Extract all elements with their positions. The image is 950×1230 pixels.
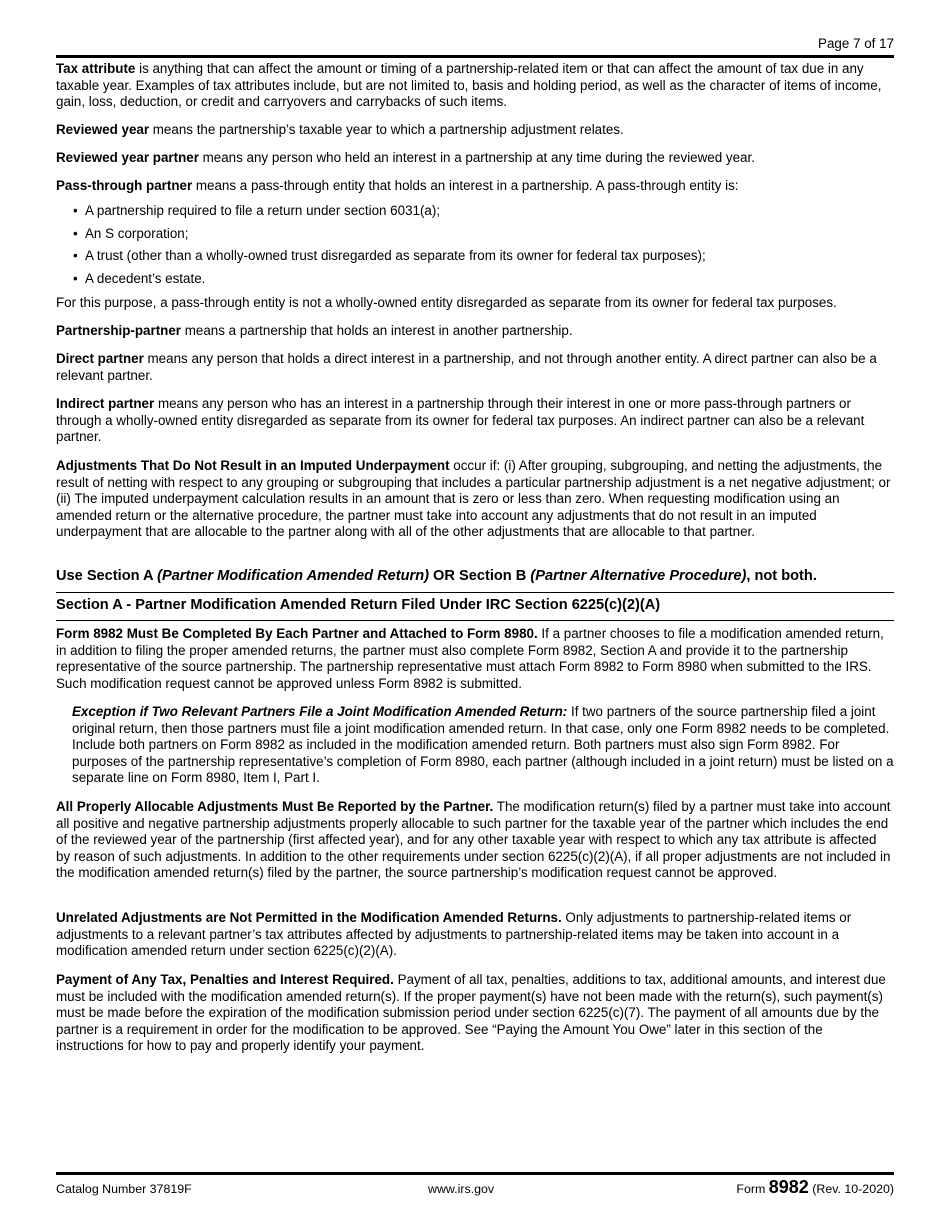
allocable-adjustments-paragraph (56, 799, 894, 882)
use-text: Use Section A (56, 568, 158, 584)
pass-through-entity-list (56, 203, 894, 293)
section-rule-top (56, 592, 894, 593)
definition-direct-partner (56, 351, 894, 384)
definition-text: means any person who has an interest in a partnership through their interest in one or more pass-through partners or through a wholly-owned entity disregarded as separate from its owner for federal tax purposes. An indirect partner can also be a relevant partner. (56, 396, 865, 445)
use-section-note (56, 568, 894, 585)
definition-term: Tax attribute (56, 61, 136, 76)
exception-text: If two partners of the source partnership filed a joint original return, then those partners must file a joint modification amended return. In that case, only one Form 8982 needs to be completed. Include both partners on Form 8982 as included in the modification amended return. Both partners must also sign Form 8982. For purposes of the partnership representative’s completion of Form 8980, each partner (although included in a joint return) must be listed on a separate line on Form 8980, Item I, Part I. (72, 704, 894, 786)
paragraph-text: Payment of all tax, penalties, additions to tax, additional amounts, and interest due must be included with the modification amended return(s). If the proper payment(s) have not been made with the return(s), such payment(s) must be made before the expiration of the modification submission period under section 6225(c)(7). The payment of all amounts due by the partner is a requirement in order for the modification to be approved. See “Paying the Amount You Owe” later in this section of the instructions for how to pay and properly identify your payment. (56, 972, 886, 1054)
definition-adjustments-no-imputed-underpayment (56, 458, 894, 541)
paragraph-term: Payment of Any Tax, Penalties and Interest Required. (56, 972, 394, 987)
definition-text: means any person that holds a direct interest in a partnership, and not through another entity. A direct partner can also be a relevant partner. (56, 351, 877, 383)
definition-term: Adjustments That Do Not Result in an Imputed Underpayment (56, 458, 450, 473)
catalog-number: Catalog Number 37819F (56, 1182, 192, 1196)
definition-term: Reviewed year partner (56, 150, 199, 165)
definition-term: Indirect partner (56, 396, 155, 411)
exception-paragraph (72, 704, 894, 787)
paragraph-text: The modification return(s) filed by a partner must take into account all positive and negative partnership adjustments properly allocable to such partner for the taxable year of the partner which includes the end of the reviewed year of the partnership (first affected year), and for any other taxable year with respect to which any tax attribute is affected by reason of such adjustments. In addition to the other requirements under section 6225(c)(2)(A), if all proper adjustments are not included in the modification amended return(s) filed by the partner, the source partnership’s modification request cannot be approved. (56, 799, 891, 881)
header-rule (56, 55, 894, 58)
section-rule-bottom (56, 620, 894, 621)
page-footer (56, 1179, 894, 1199)
unrelated-adjustments-paragraph (56, 910, 894, 960)
purpose-note: For this purpose, a pass-through entity is not a wholly-owned entity disregarded as separate from its owner for federal tax purposes. (56, 295, 837, 310)
section-a-form-8982-paragraph (56, 626, 894, 692)
definition-partnership-partner (56, 323, 894, 340)
form-number: 8982 (768, 1177, 809, 1197)
payment-paragraph (56, 972, 894, 1055)
footer-rule (56, 1172, 894, 1175)
form-revision: (Rev. 10-2020) (812, 1182, 894, 1196)
paragraph-term: All Properly Allocable Adjustments Must Be Reported by the Partner. (56, 799, 494, 814)
definition-term: Direct partner (56, 351, 144, 366)
definition-pass-through-partner (56, 178, 894, 195)
paragraph-text: If a partner chooses to file a modification amended return, in addition to filing the proper amended returns, the partner must also complete Form 8982, Section A and provide it to the partnership representative of the source partnership. The partnership representative must attach Form 8982 to Form 8980 when submitted to the IRS. Such modification request cannot be approved unless Form 8982 is submitted. (56, 626, 884, 691)
exception-term: Exception if Two Relevant Partners File a Joint Modification Amended Return: (72, 704, 568, 719)
use-text: OR Section B (429, 568, 531, 584)
use-italic: (Partner Modification Amended Return) (157, 568, 429, 584)
definition-reviewed-year (56, 122, 894, 139)
paragraph-text: Only adjustments to partnership-related items or adjustments to a relevant partner’s tax attributes affected by adjustments to partnership-related items may be taken into account in a modification amended return under section 6225(c)(2)(A). (56, 910, 852, 959)
website-link: www.irs.gov (428, 1182, 495, 1196)
list-item: • A trust (other than a wholly-owned trust disregarded as separate from its owner for federal tax purposes); (56, 248, 894, 271)
paragraph-term: Form 8982 Must Be Completed By Each Partner and Attached to Form 8980. (56, 626, 538, 641)
definition-text: means any person who held an interest in a partnership at any time during the reviewed year. (198, 150, 755, 165)
definition-term: Pass-through partner (56, 178, 193, 193)
use-text: , not both. (746, 568, 817, 584)
definition-text: means a pass-through entity that holds an interest in a partnership. A pass-through entity is: (192, 178, 739, 193)
paragraph-term: Unrelated Adjustments are Not Permitted in the Modification Amended Returns. (56, 910, 562, 925)
definition-term: Partnership-partner (56, 323, 182, 338)
definition-text: is anything that can affect the amount or timing of a partnership-related item or that can affect the amount of tax due in any taxable year. Examples of tax attributes include, but are not limited to, basis and holding period, as well as the character of items of income, gain, loss, deduction, or credit and carryovers and carrybacks of such items. (56, 61, 882, 110)
list-item: • A partnership required to file a return under section 6031(a); (56, 203, 894, 226)
form-id (736, 1179, 894, 1198)
definition-tax-attribute (56, 61, 894, 111)
document-page (56, 0, 894, 1230)
definition-indirect-partner (56, 396, 894, 446)
page-number: Page 7 of 17 (818, 36, 894, 51)
definition-reviewed-year-partner (56, 150, 894, 167)
section-a-heading: Section A - Partner Modification Amended Return Filed Under IRC Section 6225(c)(2)(A) (56, 597, 661, 613)
form-label: Form (736, 1182, 766, 1196)
definition-term: Reviewed year (56, 122, 150, 137)
list-item: • An S corporation; (56, 226, 894, 249)
definition-text: means the partnership’s taxable year to which a partnership adjustment relates. (149, 122, 624, 137)
definition-text: occur if: (i) After grouping, subgrouping, and netting the adjustments, the result of netting with respect to any grouping or subgrouping that includes a particular partnership adjustment is a net negative adjustment; or (ii) The imputed underpayment calculation results in an amount that is zero or less than zero. When requesting modification using an amended return or the alternative procedure, the partner must take into account any adjustments that do not result in an imputed underpayment that are allocable to the partner along with all of the other adjustments that are allocable to that partner. (56, 458, 891, 540)
definition-text: means a partnership that holds an interest in another partnership. (181, 323, 573, 338)
use-italic: (Partner Alternative Procedure) (530, 568, 747, 584)
list-item: • A decedent’s estate. (56, 271, 894, 294)
